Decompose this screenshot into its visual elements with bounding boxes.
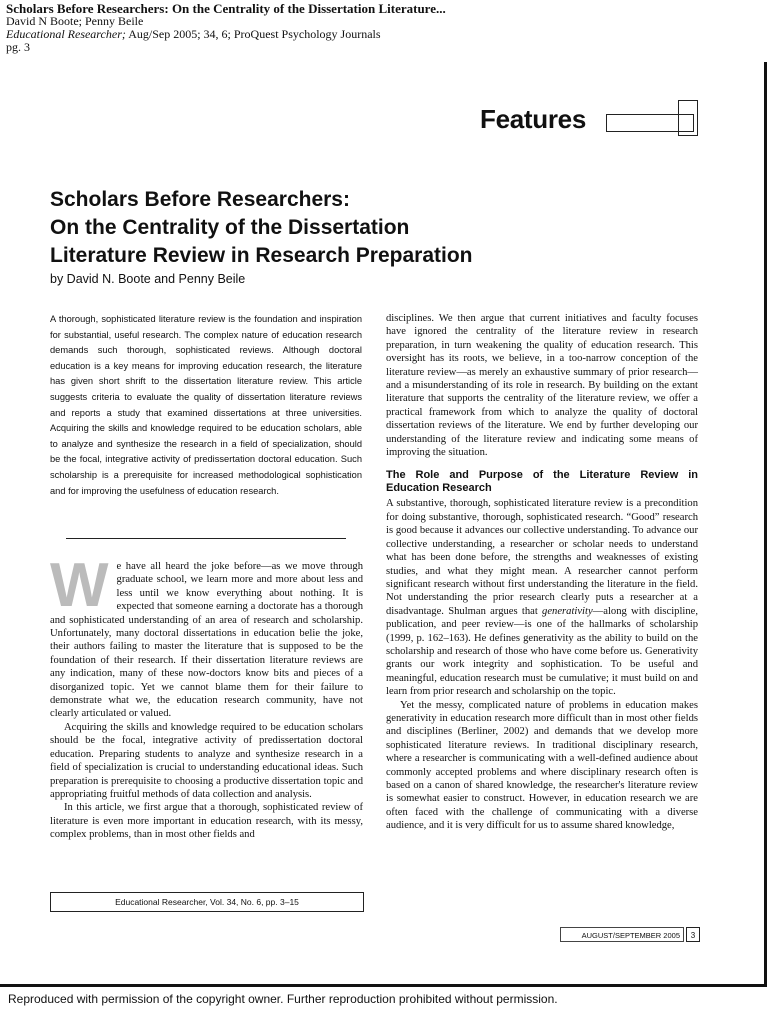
- body-column-right: [386, 312, 698, 833]
- paragraph-text: —along with discipline, publication, and peer review—is one of the hallmarks of scholarship (1999, p. 162–163). He defines generativity as the ability to build on the scholarship and research of those who have come before us. Generativity grants our work integrity and sophistication. To be useful and meaningful, education research must be cumulative; it must build on and learn from prior research and scholarship on the topic.: [386, 605, 698, 698]
- abstract-divider: [66, 538, 346, 539]
- body-column-left: [50, 551, 363, 842]
- citation-header: [6, 2, 446, 54]
- drop-cap: W: [50, 551, 109, 620]
- title-line: Scholars Before Researchers:: [50, 188, 350, 211]
- footer-date: AUGUST/SEPTEMBER 2005: [560, 927, 684, 942]
- body-paragraph: Acquiring the skills and knowledge required to be education scholars should be the focal, integrative activity of predissertation doctoral education. Preparing students to analyze and synthesize research in a field of specialization is crucial to understanding educational ideas. Such preparation is prerequisite to choosing a productive dissertation topic and appropriating fruitful methods of data collection and analysis.: [50, 721, 363, 800]
- title-line: On the Centrality of the Dissertation: [50, 216, 410, 239]
- paragraph-text: A substantive, thorough, sophisticated literature review is a precondition for doing substantive, thorough, sophisticated research. “Good” research is good because it advances our collective understanding. To advance our collective understanding, a researcher or scholar needs to understand what has been done before, the strengths and weaknesses of existing studies, and what they might mean. A researcher cannot perform significant research without first understanding the literature in the field. Not understanding the prior research clearly puts a researcher at a disadvantage. Shulman argues that: [386, 498, 698, 617]
- copyright-notice: Reproduced with permission of the copyright owner. Further reproduction prohibited without permission.: [8, 992, 558, 1006]
- authors: David N Boote; Penny Beile: [6, 14, 144, 28]
- section-label-ornament-tab: [678, 100, 698, 136]
- body-paragraph: [386, 497, 698, 698]
- body-paragraph: In this article, we first argue that a thorough, sophisticated review of literature is even more important in education research, with its messy, complex problems, than in most other fields and: [50, 802, 363, 841]
- page-number: 3: [686, 927, 700, 942]
- body-paragraph: disciplines. We then argue that current initiatives and faculty focuses have ignored the centrality of the literature review in research preparation, in turn weakening the quality of education research. This oversight has its roots, we believe, in a too-narrow conception of the literature review—as merely an exhaustive summary of prior research—and a misunderstanding of its role in research. By building on the extant literature that supports the centrality of the literature review, we offer a practical framework from which to analyze the quality of doctoral dissertation reviews of the literature. We end by further developing our understanding of the literature review and indicating some means of improving the situation.: [386, 313, 698, 459]
- byline: by David N. Boote and Penny Beile: [50, 272, 246, 286]
- title-line: Literature Review in Research Preparation: [50, 244, 473, 267]
- page-title: [50, 186, 670, 270]
- body-paragraph: [50, 551, 363, 721]
- journal-details: Aug/Sep 2005; 34, 6; ProQuest Psychology Journals: [125, 27, 381, 41]
- section-label: Features: [480, 104, 586, 134]
- journal-name: Educational Researcher;: [6, 27, 126, 41]
- citation-box: Educational Researcher, Vol. 34, No. 6, pp. 3–15: [50, 892, 364, 912]
- journal-line: [6, 28, 446, 41]
- body-paragraph: Yet the messy, complicated nature of problems in education makes generativity in education research more difficult than in most other fields and disciplines (Berliner, 2002) and demands that we develop more sophisticated literature reviews. In traditional disciplinary research, where a researcher is communicating with a well-defined audience about commonly accepted problems and where disciplinary research often is based on a canon of shared knowledge, the researcher's literature review is somewhat easier to construct. However, in education research we are often faced with the challenge of communicating with a diverse audience, and it is very difficult for us to assume shared knowledge,: [386, 699, 698, 832]
- emphasis-term: generativity: [542, 605, 593, 617]
- paragraph-text: e have all heard the joke before—as we move through graduate school, we learn more and more about less and less until we know everything about nothing. It is expected that someone earning a doctorate has a thorough and sophisticated understanding of an area of research and scholarship. Unfortunately, many doctoral dissertations in education belie the joke, their authors failing to master the literature that is supposed to be the foundation of their research. If their dissertation literature reviews are any indication, many of these now-doctors know bits and pieces of a disorganized topic. Yet we cannot blame them for their failure to demonstrate what we, the education research community, have not clearly articulated or valued.: [50, 561, 363, 720]
- section-heading: The Role and Purpose of the Literature Review in Education Research: [386, 469, 698, 495]
- article-title: Scholars Before Researchers: On the Centrality of the Dissertation Literature...: [6, 1, 446, 16]
- page-ref: pg. 3: [6, 40, 30, 54]
- abstract: A thorough, sophisticated literature review is the foundation and inspiration for substantial, useful research. The complex nature of education research demands such thorough, sophisticated reviews. Although doctoral education is a key means for improving education research, the literature has given short shrift to the dissertation literature review. This article suggests criteria to evaluate the quality of dissertation literature reviews and reports a study that examined dissertations at three universities. Acquiring the skills and knowledge required to be education scholars, able to analyze and synthesize the research in a field of specialization, should be the focal, integrative activity of predissertation doctoral education. Such scholarship is a prerequisite for increased methodological sophistication and for improving the usefulness of education research.: [50, 314, 362, 496]
